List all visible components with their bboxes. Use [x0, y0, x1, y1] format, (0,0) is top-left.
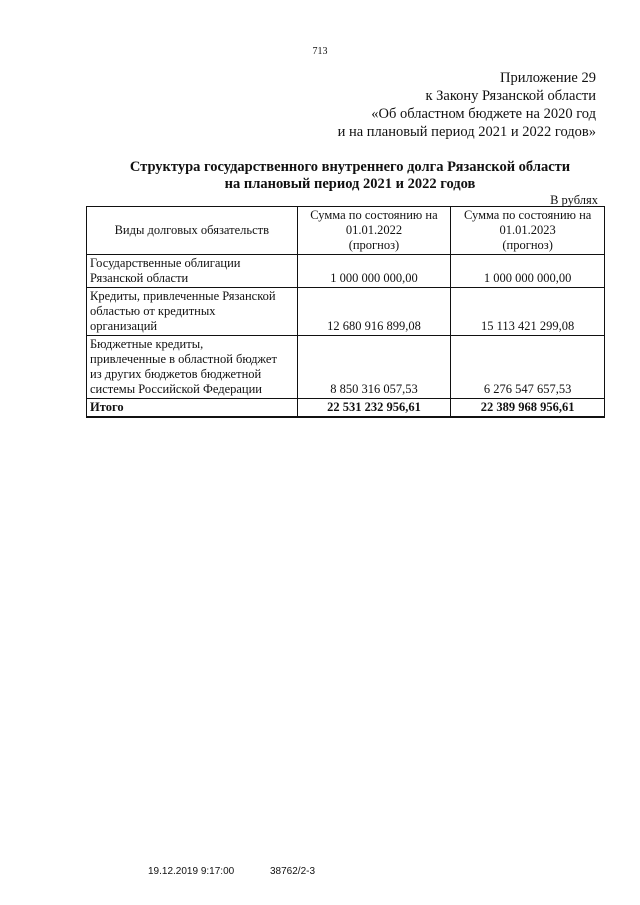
row-label-line: из других бюджетов бюджетной [90, 367, 262, 381]
row-value-2023: 1 000 000 000,00 [451, 255, 605, 288]
appendix-line: «Об областном бюджете на 2020 год [371, 106, 596, 122]
row-label-line: Кредиты, привлеченные Рязанской [90, 289, 276, 303]
row-label-line: Бюджетные кредиты, [90, 337, 204, 351]
page-number: 713 [312, 46, 328, 57]
row-label [87, 255, 298, 288]
total-value-2022: 22 531 232 956,61 [297, 399, 451, 418]
header-text: Сумма по состоянию на [463, 208, 592, 222]
title-line: Структура государственного внутреннего долга Рязанской области [129, 159, 571, 175]
row-label-line: привлеченные в областной бюджет [90, 352, 277, 366]
header-text: 01.01.2022 [345, 223, 403, 237]
row-label-line: системы Российской Федерации [90, 382, 262, 396]
total-row [87, 399, 605, 418]
header-text: Сумма по состоянию на [310, 208, 438, 222]
row-label-line: Государственные облигации [90, 256, 241, 270]
appendix-line: к Закону Рязанской области [425, 88, 596, 104]
row-value-2022: 8 850 316 057,53 [297, 336, 451, 399]
table-row [87, 288, 605, 336]
header-obligation-type: Виды долговых обязательств [87, 207, 298, 255]
table-header-row [87, 207, 605, 255]
total-value-2023: 22 389 968 956,61 [451, 399, 605, 418]
header-text: 01.01.2023 [499, 223, 556, 237]
title-line: на плановый период 2021 и 2022 годов [224, 176, 476, 192]
header-amount-2023 [451, 207, 605, 255]
table-row [87, 255, 605, 288]
document-title [0, 159, 640, 193]
row-value-2023: 6 276 547 657,53 [451, 336, 605, 399]
row-label-line: организаций [90, 319, 158, 333]
units-label: В рублях [550, 193, 598, 207]
appendix-heading [338, 69, 596, 141]
row-label-line: Рязанской области [90, 271, 189, 285]
appendix-line: и на плановый период 2021 и 2022 годов» [337, 124, 596, 140]
header-text: (прогноз) [348, 238, 400, 252]
row-label [87, 336, 298, 399]
debt-table [86, 206, 605, 418]
header-amount-2022 [297, 207, 451, 255]
appendix-line: Приложение 29 [500, 70, 596, 86]
total-label: Итого [87, 399, 298, 418]
row-label [87, 288, 298, 336]
row-value-2022: 1 000 000 000,00 [297, 255, 451, 288]
footer-document-code: 38762/2-3 [270, 866, 316, 877]
footer-timestamp: 19.12.2019 9:17:00 [148, 866, 235, 877]
header-text: (прогноз) [502, 238, 553, 252]
row-value-2023: 15 113 421 299,08 [451, 288, 605, 336]
row-value-2022: 12 680 916 899,08 [297, 288, 451, 336]
table-row [87, 336, 605, 399]
row-label-line: областью от кредитных [90, 304, 216, 318]
